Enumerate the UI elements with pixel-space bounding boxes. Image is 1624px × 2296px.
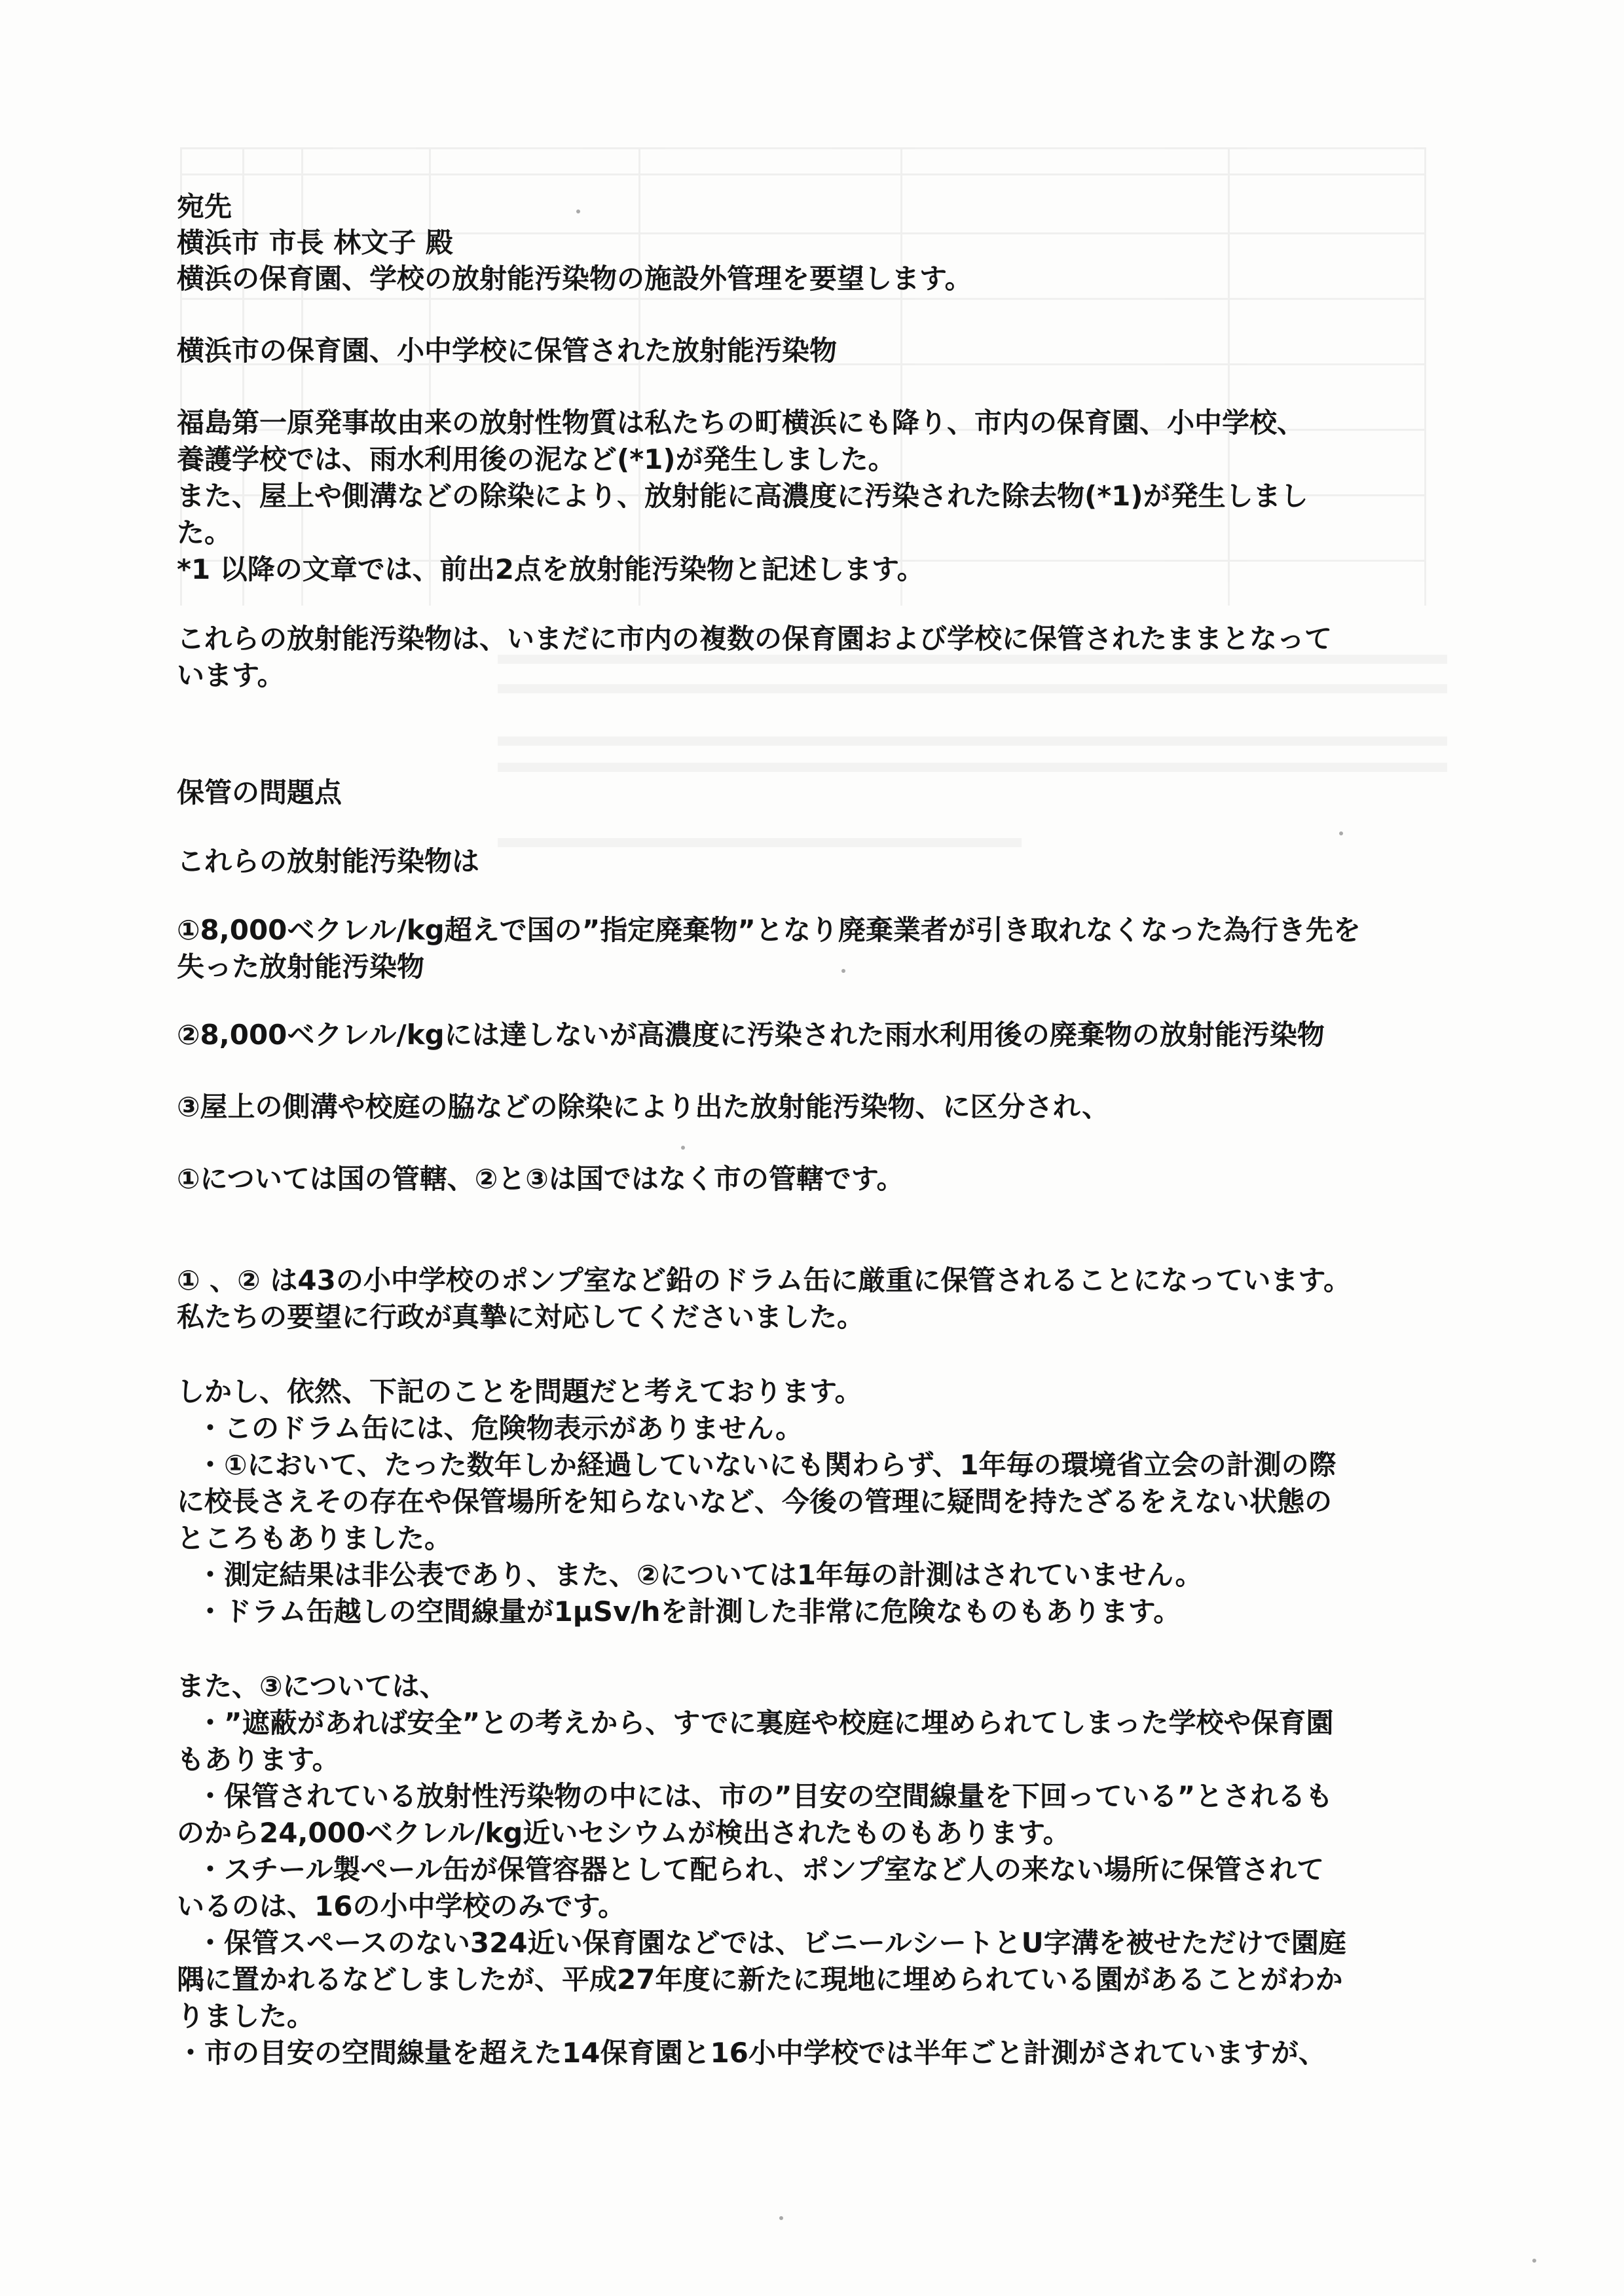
recipient: 横浜市 市長 林文子 殿 (177, 227, 453, 259)
storage-text: ① 、② は43の小中学校のポンプ室など鉛のドラム缶に厳重に保管されることになっています。 (177, 1264, 1352, 1296)
section2-heading: 保管の問題点 (177, 776, 342, 809)
problem-item: ・このドラム缶には、危険物表示がありません。 (196, 1412, 803, 1444)
item3-problem: りました。 (177, 2000, 315, 2032)
item3-problem: のから24,000ベクレル/kg近いセシウムが検出されたものもあります。 (177, 1817, 1071, 1849)
problem-item: ・測定結果は非公表であり、また、②については1年毎の計測はされていません。 (196, 1559, 1203, 1591)
section1-line: た。 (177, 517, 232, 549)
scan-speck (1339, 831, 1343, 835)
item3-intro: また、③については、 (177, 1670, 447, 1702)
section2-intro: これらの放射能汚染物は (177, 845, 480, 877)
bleed-through-text (498, 655, 1447, 664)
problem-item: ところもありました。 (177, 1522, 452, 1554)
bleed-through-text (498, 838, 1022, 847)
item3-problem: 隅に置かれるなどしましたが、平成27年度に新たに現地に埋められている園があることがわか (177, 1963, 1343, 1995)
item3-problem: ・保管スペースのない324近い保育園などでは、ビニールシートとU字溝を被せただけで園庭 (196, 1927, 1346, 1959)
section1-line: 福島第一原発事故由来の放射性物質は私たちの町横浜にも降り、市内の保育園、小中学校、 (177, 407, 1305, 439)
scan-speck (841, 969, 845, 973)
section1-heading: 横浜市の保育園、小中学校に保管された放射能汚染物 (177, 335, 838, 367)
item3-problem: いるのは、16の小中学校のみです。 (177, 1890, 626, 1922)
category-item-3: ③屋上の側溝や校庭の脇などの除染により出た放射能汚染物、に区分され、 (177, 1091, 1110, 1123)
section1-paragraph: います。 (177, 659, 285, 691)
document-title: 横浜の保育園、学校の放射能汚染物の施設外管理を要望します。 (177, 263, 972, 295)
section1-line: また、屋上や側溝などの除染により、放射能に高濃度に汚染された除去物(*1)が発生しまし (177, 480, 1308, 512)
item3-problem: ・スチール製ペール缶が保管容器として配られ、ポンプ室など人の来ない場所に保管されて (196, 1853, 1325, 1886)
item3-problem: ・市の目安の空間線量を超えた14保育園と16小中学校では半年ごと計測がされていますが、 (177, 2037, 1326, 2069)
section1-line: 養護学校では、雨水利用後の泥など(*1)が発生しました。 (177, 443, 896, 475)
problem-item: ・①において、たった数年しか経過していないにも関わらず、1年毎の環境省立会の計測の際 (196, 1449, 1337, 1481)
problem-item: ・ドラム缶越しの空間線量が1μSv/hを計測した非常に危険なものもあります。 (196, 1595, 1181, 1628)
bleed-through-text (498, 763, 1447, 772)
item3-problem: ・保管されている放射性汚染物の中には、市の”目安の空間線量を下回っている”とされるも (196, 1780, 1333, 1812)
jurisdiction-text: ①については国の管轄、②と③は国ではなく市の管轄です。 (177, 1163, 904, 1195)
category-item-1: 失った放射能汚染物 (177, 951, 425, 983)
scan-speck (1532, 2259, 1536, 2263)
scan-speck (681, 1146, 685, 1150)
item3-problem: ・”遮蔽があれば安全”との考えから、すでに裏庭や校庭に埋められてしまった学校や保育園 (196, 1707, 1334, 1739)
category-item-1: ①8,000ベクレル/kg超えで国の”指定廃棄物”となり廃棄業者が引き取れなくなった為行き先を (177, 914, 1361, 946)
bleed-through-text (498, 684, 1447, 693)
bleed-through-text (498, 737, 1447, 746)
section1-paragraph: これらの放射能汚染物は、いまだに市内の複数の保育園および学校に保管されたままとなって (177, 623, 1333, 655)
item3-problem: もあります。 (177, 1743, 340, 1776)
category-item-2: ②8,000ベクレル/kgには達しないが高濃度に汚染された雨水利用後の廃棄物の放射能汚染物 (177, 1019, 1325, 1051)
storage-text: 私たちの要望に行政が真摯に対応してくださいました。 (177, 1301, 865, 1333)
problems-intro: しかし、依然、下記のことを問題だと考えております。 (177, 1376, 862, 1408)
problem-item: に校長さえその存在や保管場所を知らないなど、今後の管理に疑問を持たざるをえない状態の (177, 1485, 1333, 1518)
address-label: 宛先 (177, 191, 232, 223)
scan-speck (576, 210, 580, 213)
scan-speck (779, 2216, 783, 2220)
bleed-through-table (180, 147, 1424, 606)
footnote: *1 以降の文章では、前出2点を放射能汚染物と記述します。 (177, 553, 925, 585)
